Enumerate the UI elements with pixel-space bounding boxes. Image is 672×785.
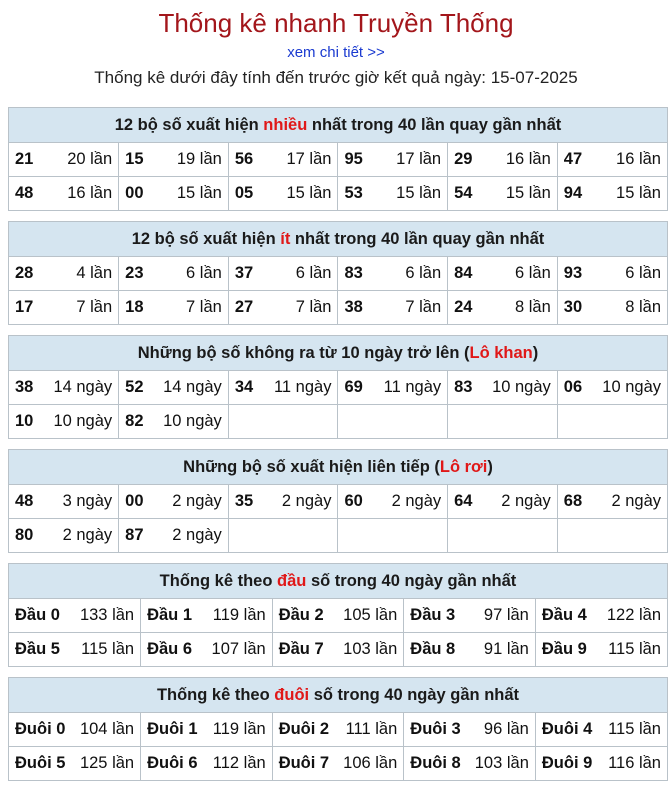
stat-cell bbox=[404, 599, 536, 633]
stat-count: 10 ngày bbox=[492, 378, 551, 396]
table-row bbox=[9, 143, 667, 177]
stats-table bbox=[9, 713, 667, 780]
stat-count: 6 lần bbox=[405, 264, 442, 282]
page-subtitle: Thống kê dưới đây tính đến trước giờ kết quả ngày: 15-07-2025 bbox=[94, 68, 578, 87]
stats-table bbox=[9, 371, 667, 438]
stat-count: 10 ngày bbox=[53, 412, 113, 430]
stat-number: 17 bbox=[15, 298, 34, 316]
stat-number: 53 bbox=[344, 184, 363, 202]
stat-cell bbox=[9, 519, 119, 553]
stat-cell bbox=[535, 633, 667, 667]
stat-count: 7 lần bbox=[295, 298, 332, 316]
stat-number: 93 bbox=[563, 264, 583, 282]
stat-number: 15 bbox=[125, 150, 144, 168]
stat-number: 94 bbox=[563, 184, 583, 202]
stat-number: 37 bbox=[234, 264, 254, 282]
stat-cell bbox=[9, 485, 119, 519]
stat-count: 10 ngày bbox=[163, 412, 222, 430]
stat-cell bbox=[448, 405, 558, 439]
stat-number: 87 bbox=[125, 526, 144, 544]
stat-count: 116 lần bbox=[608, 754, 661, 772]
stat-number: Đuôi 5 bbox=[15, 754, 66, 772]
stat-count: 96 lần bbox=[483, 720, 529, 738]
table-row bbox=[9, 371, 667, 405]
stat-number: 54 bbox=[454, 184, 473, 202]
stat-cell bbox=[9, 405, 119, 439]
stat-count: 15 lần bbox=[505, 184, 551, 202]
section-head-digit bbox=[8, 563, 668, 667]
stat-cell bbox=[338, 405, 448, 439]
stat-cell bbox=[9, 177, 119, 211]
stat-count: 107 lần bbox=[211, 640, 266, 658]
stat-cell bbox=[338, 143, 448, 177]
stat-number: Đầu 2 bbox=[278, 606, 324, 624]
stat-cell bbox=[557, 405, 667, 439]
stat-cell bbox=[535, 713, 667, 747]
stat-cell bbox=[557, 257, 667, 291]
section-tail-digit bbox=[8, 677, 668, 781]
stat-cell bbox=[272, 599, 404, 633]
stat-number: 24 bbox=[454, 298, 473, 316]
stat-count: 6 lần bbox=[186, 264, 222, 282]
stat-cell bbox=[557, 485, 667, 519]
section-lo-roi bbox=[8, 449, 668, 553]
stat-number: 29 bbox=[454, 150, 473, 168]
stat-number: 83 bbox=[454, 378, 473, 396]
stat-number: 23 bbox=[125, 264, 144, 282]
stat-count: 2 ngày bbox=[62, 526, 113, 544]
stat-count: 3 ngày bbox=[62, 492, 113, 510]
page-header bbox=[0, 0, 672, 90]
stat-count: 15 lần bbox=[396, 184, 442, 202]
stat-number: 60 bbox=[344, 492, 363, 510]
stat-count: 115 lần bbox=[608, 720, 661, 738]
stat-number: Đầu 5 bbox=[15, 640, 60, 658]
stat-cell bbox=[338, 177, 448, 211]
stat-cell bbox=[119, 177, 229, 211]
stat-cell bbox=[119, 291, 229, 325]
stat-number: 48 bbox=[15, 492, 34, 510]
stat-cell bbox=[338, 519, 448, 553]
table-row bbox=[9, 519, 667, 553]
stat-count: 103 lần bbox=[474, 754, 529, 772]
table-row bbox=[9, 713, 667, 747]
stat-count: 2 ngày bbox=[172, 492, 222, 510]
stat-count: 2 ngày bbox=[391, 492, 442, 510]
stat-number: 69 bbox=[344, 378, 363, 396]
stat-cell bbox=[448, 485, 558, 519]
stat-count: 103 lần bbox=[343, 640, 398, 658]
table-row bbox=[9, 599, 667, 633]
stat-number: Đuôi 8 bbox=[410, 754, 461, 772]
stat-cell bbox=[228, 143, 338, 177]
stat-number: Đuôi 7 bbox=[278, 754, 330, 772]
stat-count: 15 lần bbox=[286, 184, 332, 202]
stat-number: 06 bbox=[563, 378, 583, 396]
section-title: 12 bộ số xuất hiện nhiều nhất trong 40 lần quay gần nhất bbox=[9, 108, 667, 143]
stat-number: 30 bbox=[563, 298, 583, 316]
stat-cell bbox=[119, 257, 229, 291]
stat-cell bbox=[448, 519, 558, 553]
table-row bbox=[9, 405, 667, 439]
stat-count: 7 lần bbox=[76, 298, 113, 316]
stat-cell bbox=[228, 177, 338, 211]
stat-cell bbox=[228, 405, 338, 439]
stat-number: 00 bbox=[125, 184, 144, 202]
stat-cell bbox=[119, 405, 229, 439]
stat-count: 106 lần bbox=[343, 754, 398, 772]
table-row bbox=[9, 633, 667, 667]
stat-number: 68 bbox=[563, 492, 583, 510]
stat-cell bbox=[119, 371, 229, 405]
stat-count: 15 lần bbox=[176, 184, 222, 202]
table-row bbox=[9, 257, 667, 291]
stat-count: 115 lần bbox=[81, 640, 135, 658]
stat-number: 38 bbox=[344, 298, 363, 316]
stat-count: 10 ngày bbox=[602, 378, 661, 396]
stat-number: 38 bbox=[15, 378, 34, 396]
stat-cell bbox=[557, 291, 667, 325]
stat-count: 2 ngày bbox=[172, 526, 222, 544]
stat-number: Đầu 7 bbox=[278, 640, 324, 658]
stat-cell bbox=[9, 257, 119, 291]
stat-number: 28 bbox=[15, 264, 34, 282]
stat-cell bbox=[9, 371, 119, 405]
stat-number: 48 bbox=[15, 184, 34, 202]
stat-count: 16 lần bbox=[67, 184, 113, 202]
stat-count: 16 lần bbox=[505, 150, 551, 168]
stat-number: 83 bbox=[344, 264, 363, 282]
stats-table bbox=[9, 599, 667, 666]
stat-cell bbox=[228, 485, 338, 519]
stat-count: 16 lần bbox=[616, 150, 661, 168]
stat-number: 82 bbox=[125, 412, 144, 430]
stat-number: 00 bbox=[125, 492, 144, 510]
stat-number: 34 bbox=[234, 378, 254, 396]
stat-cell bbox=[448, 371, 558, 405]
stat-cell bbox=[228, 291, 338, 325]
stat-number: Đầu 3 bbox=[410, 606, 456, 624]
stat-cell bbox=[9, 291, 119, 325]
stat-cell bbox=[272, 633, 404, 667]
stat-number: Đuôi 1 bbox=[147, 720, 198, 738]
stat-count: 104 lần bbox=[79, 720, 135, 738]
stat-count: 122 lần bbox=[606, 606, 661, 624]
stat-number: 56 bbox=[234, 150, 254, 168]
section-title: Thống kê theo đầu số trong 40 ngày gần nhất bbox=[9, 564, 667, 599]
section-least-frequent bbox=[8, 221, 668, 325]
stat-cell bbox=[9, 633, 141, 667]
stat-count: 105 lần bbox=[343, 606, 398, 624]
stat-count: 115 lần bbox=[608, 640, 661, 658]
stat-count: 17 lần bbox=[396, 150, 442, 168]
stat-count: 2 ngày bbox=[281, 492, 332, 510]
stat-cell bbox=[338, 257, 448, 291]
stat-number: Đầu 8 bbox=[410, 640, 456, 658]
stat-number: 35 bbox=[234, 492, 254, 510]
stat-count: 91 lần bbox=[483, 640, 529, 658]
stat-cell bbox=[119, 485, 229, 519]
stat-count: 4 lần bbox=[76, 264, 113, 282]
stat-cell bbox=[535, 747, 667, 781]
stat-number: 95 bbox=[344, 150, 363, 168]
section-title: Những bộ số không ra từ 10 ngày trở lên (Lô khan) bbox=[9, 336, 667, 371]
stat-cell bbox=[535, 599, 667, 633]
stat-number: Đầu 0 bbox=[15, 606, 60, 624]
stat-count: 112 lần bbox=[212, 754, 266, 772]
stat-cell bbox=[448, 177, 558, 211]
stat-number: 18 bbox=[125, 298, 144, 316]
stat-number: 21 bbox=[15, 150, 34, 168]
stat-count: 6 lần bbox=[625, 264, 661, 282]
stat-count: 97 lần bbox=[483, 606, 529, 624]
stat-count: 14 ngày bbox=[163, 378, 222, 396]
stat-cell bbox=[141, 599, 273, 633]
stat-cell bbox=[228, 519, 338, 553]
stat-cell bbox=[404, 713, 536, 747]
stat-cell bbox=[9, 599, 141, 633]
stat-cell bbox=[338, 291, 448, 325]
stat-number: Đuôi 0 bbox=[15, 720, 66, 738]
stat-cell bbox=[272, 713, 404, 747]
table-row bbox=[9, 177, 667, 211]
stat-count: 6 lần bbox=[515, 264, 551, 282]
stat-number: Đầu 9 bbox=[541, 640, 587, 658]
stats-table bbox=[9, 143, 667, 210]
stat-cell bbox=[404, 633, 536, 667]
stat-cell bbox=[338, 371, 448, 405]
stats-table bbox=[9, 485, 667, 552]
stat-count: 133 lần bbox=[79, 606, 135, 624]
stat-number: Đầu 1 bbox=[147, 606, 193, 624]
stat-cell bbox=[557, 143, 667, 177]
stat-count: 2 ngày bbox=[611, 492, 661, 510]
stat-cell bbox=[404, 747, 536, 781]
section-title: Thống kê theo đuôi số trong 40 ngày gần nhất bbox=[9, 678, 667, 713]
stat-cell bbox=[557, 177, 667, 211]
stat-number: Đuôi 9 bbox=[541, 754, 593, 772]
stat-count: 7 lần bbox=[405, 298, 442, 316]
stat-number: 27 bbox=[234, 298, 254, 316]
stat-number: 52 bbox=[125, 378, 144, 396]
stat-number: 47 bbox=[563, 150, 583, 168]
stat-count: 14 ngày bbox=[53, 378, 113, 396]
stat-count: 11 ngày bbox=[273, 378, 332, 396]
stat-cell bbox=[9, 747, 141, 781]
stat-cell bbox=[119, 143, 229, 177]
table-row bbox=[9, 747, 667, 781]
stat-cell bbox=[448, 257, 558, 291]
stat-count: 20 lần bbox=[67, 150, 113, 168]
stat-number: Đầu 6 bbox=[147, 640, 193, 658]
stat-count: 15 lần bbox=[616, 184, 661, 202]
stat-count: 8 lần bbox=[515, 298, 551, 316]
stat-number: 10 bbox=[15, 412, 34, 430]
stat-number: Đuôi 2 bbox=[278, 720, 330, 738]
stat-count: 17 lần bbox=[286, 150, 332, 168]
stat-number: 84 bbox=[454, 264, 473, 282]
section-lo-khan bbox=[8, 335, 668, 439]
stat-cell bbox=[141, 747, 273, 781]
stat-number: Đuôi 3 bbox=[410, 720, 461, 738]
stat-cell bbox=[448, 291, 558, 325]
view-details-link[interactable]: xem chi tiết >> bbox=[287, 44, 385, 61]
stat-count: 119 lần bbox=[212, 606, 266, 624]
stat-cell bbox=[448, 143, 558, 177]
stat-cell bbox=[228, 371, 338, 405]
stat-cell bbox=[228, 257, 338, 291]
page-title: Thống kê nhanh Truyền Thống bbox=[158, 8, 514, 38]
stat-number: 80 bbox=[15, 526, 34, 544]
stat-cell bbox=[272, 747, 404, 781]
stat-cell bbox=[9, 143, 119, 177]
stat-count: 125 lần bbox=[79, 754, 135, 772]
stat-count: 11 ngày bbox=[383, 378, 442, 396]
stat-count: 6 lần bbox=[295, 264, 332, 282]
stat-count: 119 lần bbox=[212, 720, 266, 738]
stat-cell bbox=[141, 713, 273, 747]
stat-count: 2 ngày bbox=[501, 492, 551, 510]
section-title: Những bộ số xuất hiện liên tiếp (Lô rơi) bbox=[9, 450, 667, 485]
table-row bbox=[9, 291, 667, 325]
stat-count: 19 lần bbox=[176, 150, 222, 168]
section-title: 12 bộ số xuất hiện ít nhất trong 40 lần quay gần nhất bbox=[9, 222, 667, 257]
stat-number: Đầu 4 bbox=[541, 606, 587, 624]
stats-table bbox=[9, 257, 667, 324]
stat-number: 64 bbox=[454, 492, 473, 510]
stat-cell bbox=[557, 519, 667, 553]
stat-count: 111 lần bbox=[345, 720, 398, 738]
stat-count: 7 lần bbox=[186, 298, 222, 316]
stat-number: 05 bbox=[234, 184, 254, 202]
section-most-frequent bbox=[8, 107, 668, 211]
stat-number: Đuôi 4 bbox=[541, 720, 593, 738]
stat-number: Đuôi 6 bbox=[147, 754, 198, 772]
stat-cell bbox=[9, 713, 141, 747]
stat-cell bbox=[557, 371, 667, 405]
table-row bbox=[9, 485, 667, 519]
stat-count: 8 lần bbox=[625, 298, 661, 316]
stat-cell bbox=[141, 633, 273, 667]
stat-cell bbox=[338, 485, 448, 519]
stat-cell bbox=[119, 519, 229, 553]
